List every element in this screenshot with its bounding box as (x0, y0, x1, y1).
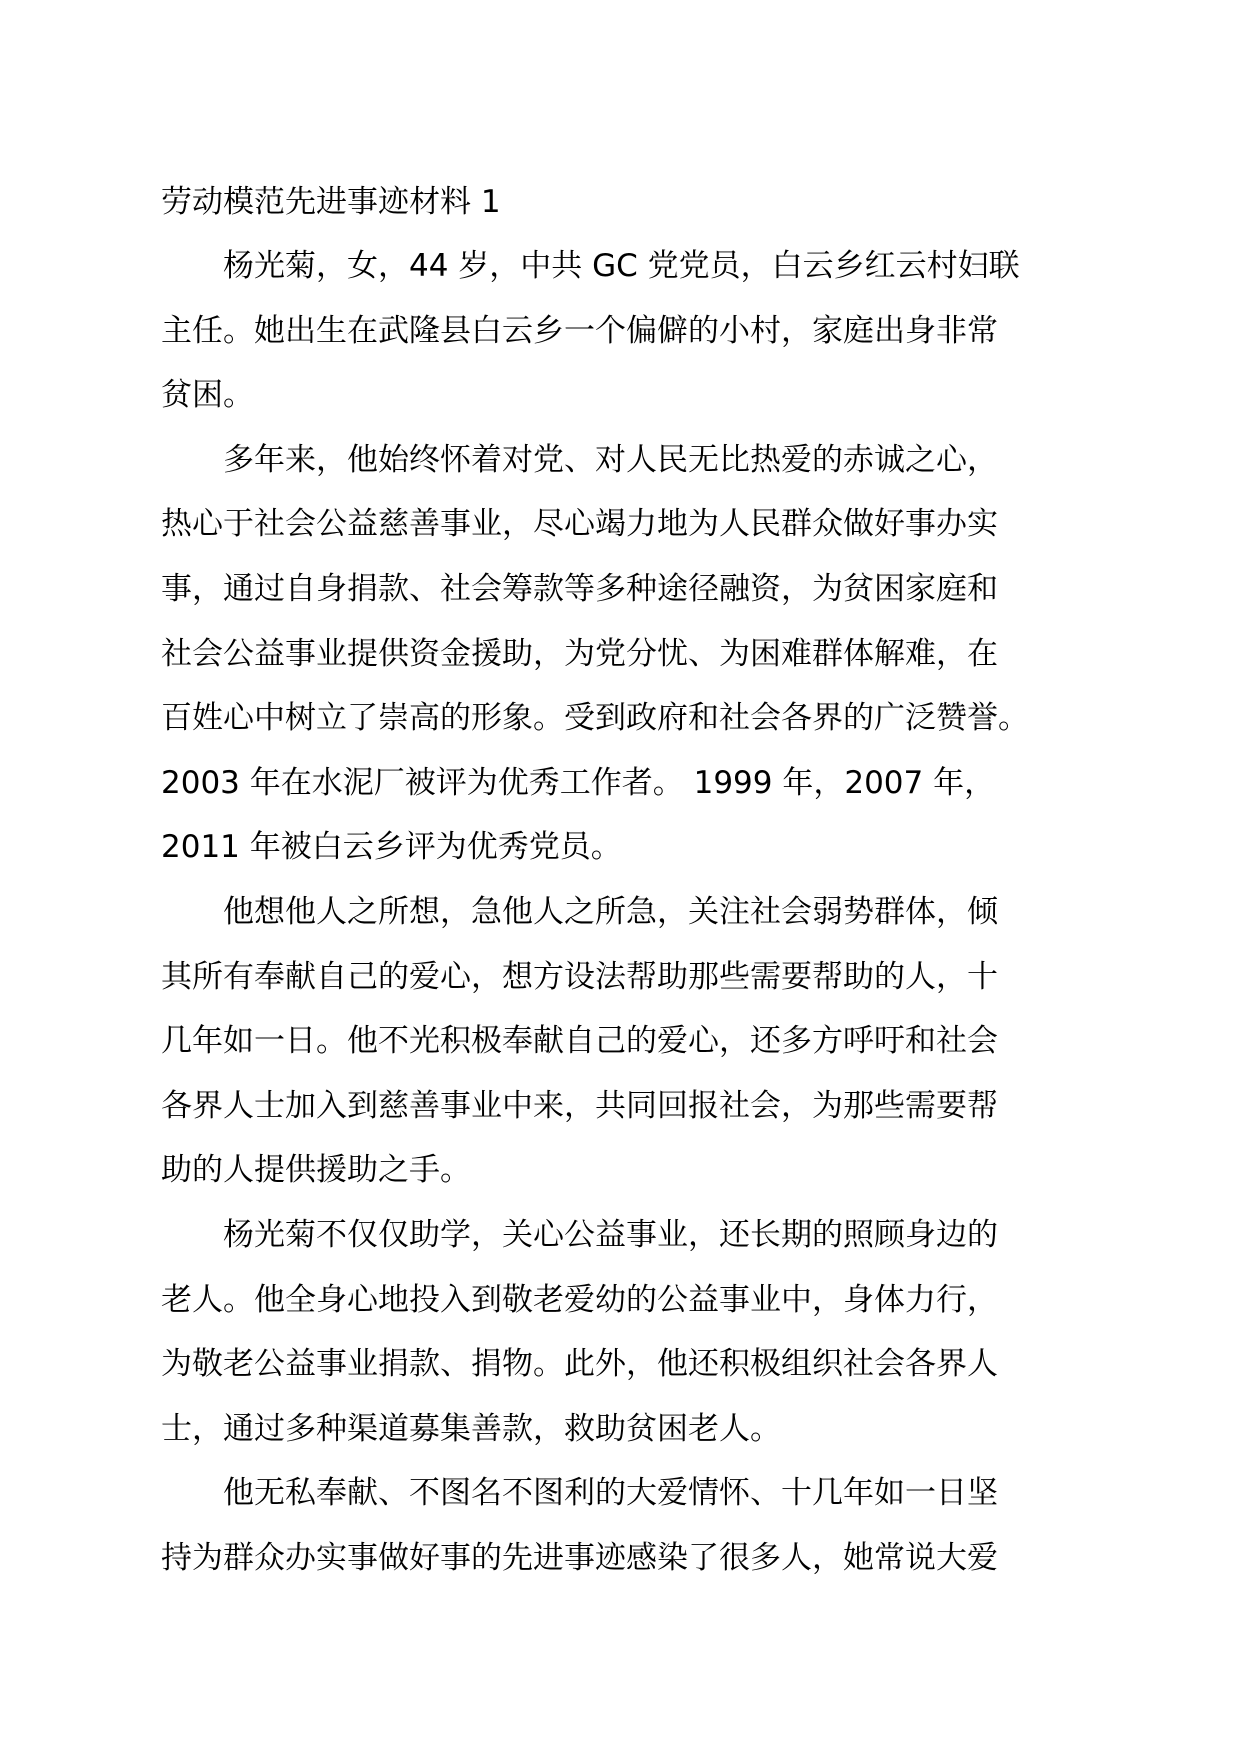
paragraph-1: 杨光菊，女，44 岁，中共 GC 党党员，白云乡红云村妇联 主任。她出生在武隆县白云乡一个偏僻的小村，家庭出身非常 贫困。 (161, 248, 1020, 414)
paragraph-4: 杨光菊不仅仅助学，关心公益事业，还长期的照顾身边的 老人。他全身心地投入到敬老爱幼的公益事业中，身体力行， 为敬老公益事业捐款、捐物。此外，他还积极组织社会各界人 士，通过多种渠道募集善款，救助贫困老人。 (161, 1216, 998, 1447)
document-title: 劳动模范先进事迹材料 1 (161, 184, 501, 220)
paragraph-5: 他无私奉献、不图名不图利的大爱情怀、十几年如一日坚 持为群众办实事做好事的先进事迹感染了很多人，她常说大爱 (161, 1475, 998, 1576)
paragraph-2: 多年来，他始终怀着对党、对人民无比热爱的赤诚之心， 热心于社会公益慈善事业，尽心竭力地为人民群众做好事办实 事，通过自身捐款、社会筹款等多种途径融资，为贫困家庭和 社会公益事业提供资金援助，为党分忧、为困难群体解难，在 百姓心中树立了崇高的形象。受到政府和社会各界的广泛赞誉。 2003 年在水泥厂被评为优秀工作者。 1999 年，2007 年， 2011 年被白云乡评为优秀党员。 (161, 441, 1029, 866)
document-body (161, 170, 1121, 1590)
paragraph-3: 他想他人之所想，急他人之所急，关注社会弱势群体，倾 其所有奉献自己的爱心，想方设法帮助那些需要帮助的人，十 几年如一日。他不光积极奉献自己的爱心，还多方呼吁和社会 各界人士加入到慈善事业中来，共同回报社会，为那些需要帮 助的人提供援助之手。 (161, 893, 998, 1189)
